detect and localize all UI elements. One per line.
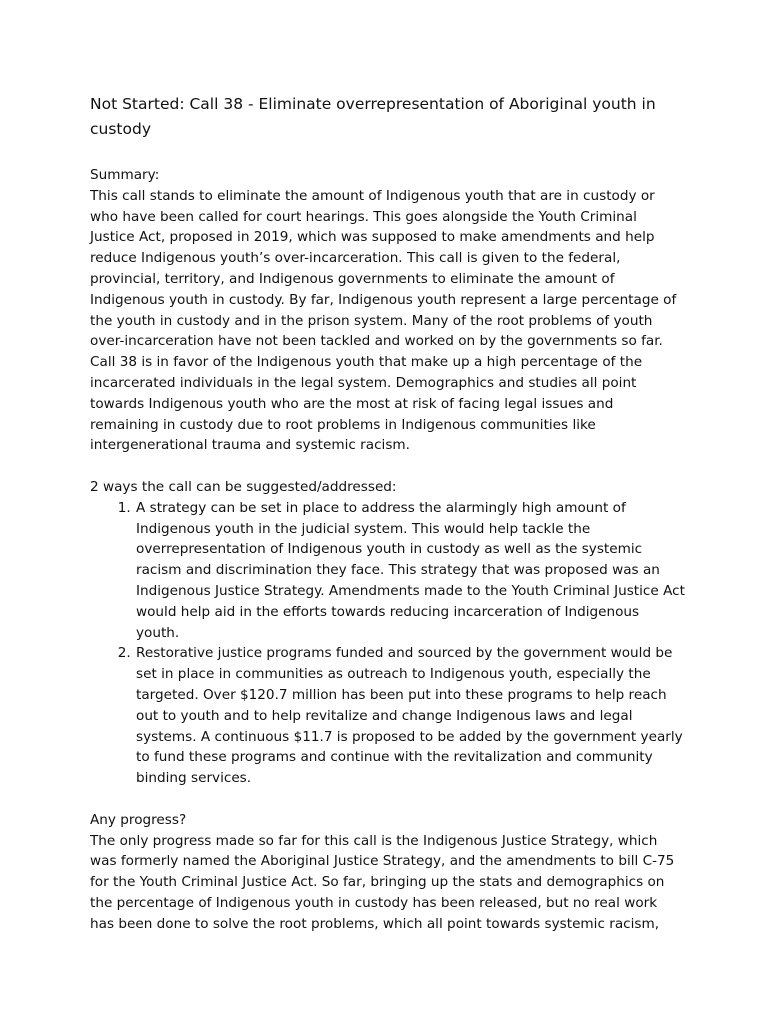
summary-paragraph: This call stands to eliminate the amount of Indigenous youth that are in custody or who have been called for court hearings. This goes alongside the Youth Criminal Justice Act, proposed in 2019, which was supposed to make amendments and help reduce Indigenous youth’s over-incarceration. This call is given to the federal, provincial, territory, and Indigenous governments to eliminate the amount of Indigenous youth in custody. By far, Indigenous youth represent a large percentage of the youth in custody and in the prison system. Many of the root problems of youth over-incarceration have not been tackled and worked on by the governments so far. Call 38 is in favor of the Indigenous youth that make up a high percentage of the incarcerated individuals in the legal system. Demographics and studies all point towards Indigenous youth who are the most at risk of facing legal issues and remaining in custody due to root problems in Indigenous communities like intergenerational trauma and systemic racism. [90,187,677,454]
document-page [90,92,685,934]
summary-heading: Summary: [90,167,160,183]
list-item: 2. Restorative justice programs funded and sourced by the government would be set in place in communities as outreach to Indigenous youth, especially the targeted. Over $120.7 million has been put into these programs to help reach out to youth and to help revitalize and change Indigenous laws and legal systems. A continuous $11.7 is proposed to be added by the government yearly to fund these programs and continue with the revitalization and community binding services. [135,643,685,789]
progress-heading: Any progress? [90,811,187,828]
page-title: Not Started: Call 38 - Eliminate overrepresentation of Aboriginal youth in custody [90,95,656,138]
ways-heading: 2 ways the call can be suggested/addressed: [90,478,397,495]
list-item: 1. A strategy can be set in place to address the alarmingly high amount of Indigenous youth in the judicial system. This would help tackle the overrepresentation of Indigenous youth in custody as well as the systemic racism and discrimination they face. This strategy that was proposed was an Indigenous Justice Strategy. Amendments made to the Youth Criminal Justice Act would help aid in the efforts towards reducing incarceration of Indigenous youth. [135,498,685,644]
spacer [90,456,685,477]
ways-list [90,498,685,789]
progress-paragraph: The only progress made so far for this call is the Indigenous Justice Strategy, which was formerly named the Aboriginal Justice Strategy, and the amendments to bill C-75 for the Youth Criminal Justice Act. So far, bringing up the stats and demographics on the percentage of Indigenous youth in custody has been released, but no real work has been done to solve the root problems, which all point towards systemic racism, [90,832,675,932]
spacer [90,789,685,810]
